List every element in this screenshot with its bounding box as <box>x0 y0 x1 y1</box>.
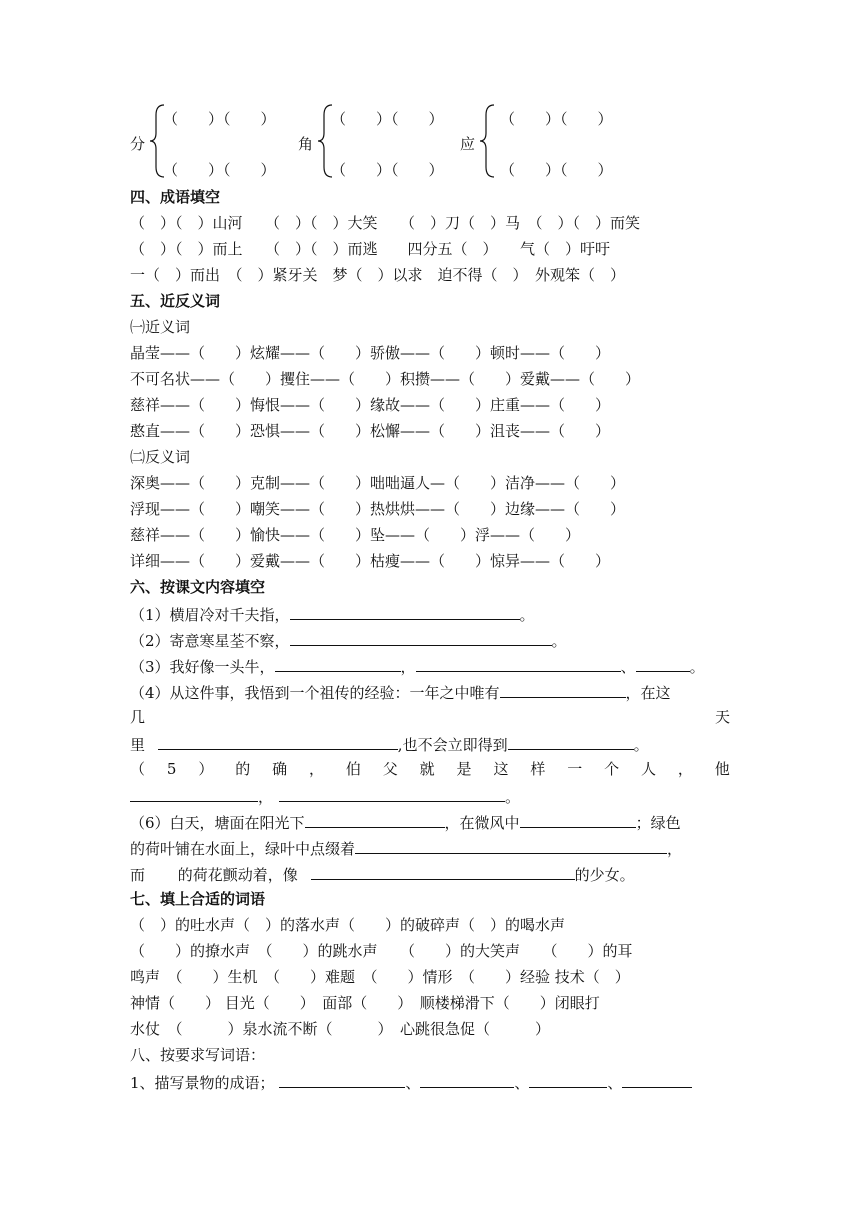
brace-bottom-fen: （ ）（ ） <box>163 161 276 179</box>
fill-q6-cont2 <box>130 863 635 885</box>
q5-char: 样 <box>530 760 546 778</box>
fill-q4-cont <box>130 733 649 755</box>
q5-char: ， <box>677 760 693 778</box>
q5-char: 一 <box>567 760 583 778</box>
period: 。 <box>505 788 521 806</box>
dun-mark: 、 <box>620 658 636 676</box>
answer-blank[interactable] <box>529 1071 607 1088</box>
brace-bottom-jiao: （ ）（ ） <box>331 161 444 179</box>
q5-char: 是 <box>456 760 472 778</box>
answer-blank[interactable] <box>416 655 621 672</box>
write-q1 <box>130 1071 692 1093</box>
answer-blank[interactable] <box>305 811 445 828</box>
fill-q4-f: ,也不会立即得到 <box>397 736 508 754</box>
fill-q6-c: ；绿色 <box>635 814 681 832</box>
answer-blank[interactable] <box>290 629 552 646</box>
section-4-title: 四、成语填空 <box>130 188 221 206</box>
fill-q4-text-b: ，在这 <box>625 684 671 702</box>
dun-mark: 、 <box>514 1074 530 1092</box>
section-6-title: 六、按课文内容填空 <box>130 578 266 596</box>
synonym-row-2: 不可名状——（ ）攫住——（ ）积攒——（ ）爱戴——（ ） <box>130 370 641 388</box>
q5-char: 这 <box>493 760 509 778</box>
brace-label-jiao: 角 <box>298 135 314 153</box>
brace-bottom-ying: （ ）（ ） <box>500 161 613 179</box>
answer-blank[interactable] <box>311 863 575 880</box>
dun-mark: 、 <box>405 1074 421 1092</box>
answer-blank[interactable] <box>520 811 636 828</box>
synonym-row-3: 慈祥——（ ）悔恨——（ ）缘故——（ ）庄重——（ ） <box>130 396 611 414</box>
idiom-row-1: （ ）（ ）山河 （ ）（ ）大笑 （ ）刀（ ）马 （ ）（ ）而笑 <box>130 214 641 232</box>
synonym-row-4: 憨直——（ ）恐惧——（ ）松懈——（ ）沮丧——（ ） <box>130 422 611 440</box>
answer-blank[interactable] <box>636 655 690 672</box>
q5-char: 个 <box>604 760 620 778</box>
answer-blank[interactable] <box>622 1071 692 1088</box>
fill-q2 <box>130 629 567 651</box>
answer-blank[interactable] <box>500 681 626 698</box>
q5-char: ， <box>308 760 324 778</box>
comma: ， <box>667 840 683 858</box>
fill-q4 <box>130 681 671 703</box>
fill-q3 <box>130 655 705 677</box>
period: 。 <box>633 736 649 754</box>
brace-top-fen: （ ）（ ） <box>163 110 276 128</box>
idiom-row-3: 一（ ）而出 （ ）紧牙关 梦（ ）以求 迫不得（ ） 外观笨（ ） <box>130 266 626 284</box>
answer-blank[interactable] <box>420 1071 514 1088</box>
write-q1-text: 1、描写景物的成语； <box>130 1074 275 1092</box>
period: 。 <box>551 632 567 650</box>
comma: ， <box>400 658 416 676</box>
q5-char: 就 <box>419 760 435 778</box>
period: 。 <box>519 606 535 624</box>
answer-blank[interactable] <box>290 603 520 620</box>
synonym-subtitle: ㈠近义词 <box>130 318 191 336</box>
phrase-row-5: 水仗 （ ）泉水流不断（ ） 心跳很急促（ ） <box>130 1020 551 1038</box>
period: 。 <box>689 658 705 676</box>
fill-q2-text: （2）寄意寒星荃不察， <box>130 632 290 650</box>
phrase-row-2: （ ）的撩水声 （ ）的跳水声 （ ）的大笑声 （ ）的耳 <box>130 942 633 960</box>
fill-q5-justified-line <box>130 759 730 779</box>
brace-label-ying: 应 <box>460 135 476 153</box>
antonym-subtitle: ㈡反义词 <box>130 448 191 466</box>
q5-char: 确 <box>272 760 288 778</box>
fill-q1-text: （1）横眉冷对千夫指， <box>130 606 290 624</box>
brace-top-ying: （ ）（ ） <box>500 110 613 128</box>
phrase-row-3: 鸣声 （ ）生机 （ ）难题 （ ）情形 （ ）经验 技术（ ） <box>130 968 630 986</box>
phrase-row-1: （ ）的吐水声（ ）的落水声（ ）的破碎声（ ）的喝水声 <box>130 916 566 934</box>
fill-q4-e: 里 <box>130 736 146 754</box>
antonym-row-3: 慈祥——（ ）愉快——（ ）坠——（ ）浮——（ ） <box>130 526 581 544</box>
section-7-title: 七、填上合适的词语 <box>130 890 266 908</box>
phrase-row-4: 神情（ ） 目光（ ） 面部（ ） 顺楼梯滑下（ ）闭眼打 <box>130 994 600 1012</box>
q5-char: （ <box>130 760 146 778</box>
synonym-row-1: 晶莹——（ ）炫耀——（ ）骄傲——（ ）顿时——（ ） <box>130 344 611 362</box>
fill-q6-a: （6）白天，塘面在阳光下 <box>130 814 305 832</box>
fill-q4-c: 几 <box>130 708 146 726</box>
fill-q5-cont <box>130 785 520 807</box>
fill-q6-b: ，在微风中 <box>444 814 520 832</box>
fill-q4-text: （4）从这件事，我悟到一个祖传的经验：一年之中唯有 <box>130 684 500 702</box>
answer-blank[interactable] <box>279 1071 405 1088</box>
fill-q6-e: 而 <box>130 866 146 884</box>
fill-q6 <box>130 811 681 833</box>
brace-label-fen: 分 <box>130 135 146 153</box>
fill-q4-d: 天 <box>714 708 730 726</box>
brace-top-jiao: （ ）（ ） <box>331 110 444 128</box>
answer-blank[interactable] <box>130 785 258 802</box>
comma: ， <box>258 788 274 806</box>
section-8-title: 八、按要求写词语： <box>130 1046 266 1064</box>
q5-char: 人 <box>641 760 657 778</box>
section-5-title: 五、近反义词 <box>130 292 221 310</box>
fill-q6-g: 的少女。 <box>574 866 635 884</box>
answer-blank[interactable] <box>355 837 667 854</box>
q5-char: 父 <box>382 760 398 778</box>
antonym-row-2: 浮现——（ ）嘲笑——（ ）热烘烘——（ ）边缘——（ ） <box>130 500 626 518</box>
fill-q6-f: 的荷花颤动着，像 <box>177 866 298 884</box>
fill-q6-cont <box>130 837 682 859</box>
answer-blank[interactable] <box>275 655 401 672</box>
dun-mark: 、 <box>607 1074 623 1092</box>
q5-char: 他 <box>714 760 730 778</box>
answer-blank[interactable] <box>279 785 505 802</box>
antonym-row-4: 详细——（ ）爱戴——（ ）枯瘦——（ ）惊异——（ ） <box>130 552 611 570</box>
idiom-row-2: （ ）（ ）而上 （ ）（ ）而逃 四分五（ ） 气（ ）吁吁 <box>130 240 611 258</box>
fill-q1 <box>130 603 535 625</box>
fill-q6-d: 的荷叶铺在水面上，绿叶中点缀着 <box>130 840 356 858</box>
antonym-row-1: 深奥——（ ）克制——（ ）咄咄逼人—（ ）洁净——（ ） <box>130 474 626 492</box>
q5-char: 5 <box>166 760 177 778</box>
q5-char: 伯 <box>345 760 361 778</box>
q5-char: 的 <box>235 760 251 778</box>
brace-icon <box>478 103 498 179</box>
q5-char: ） <box>198 760 214 778</box>
fill-q3-text: （3）我好像一头牛， <box>130 658 275 676</box>
answer-blank[interactable] <box>508 733 634 750</box>
fill-q4-justified-line <box>130 707 730 727</box>
answer-blank[interactable] <box>158 733 398 750</box>
